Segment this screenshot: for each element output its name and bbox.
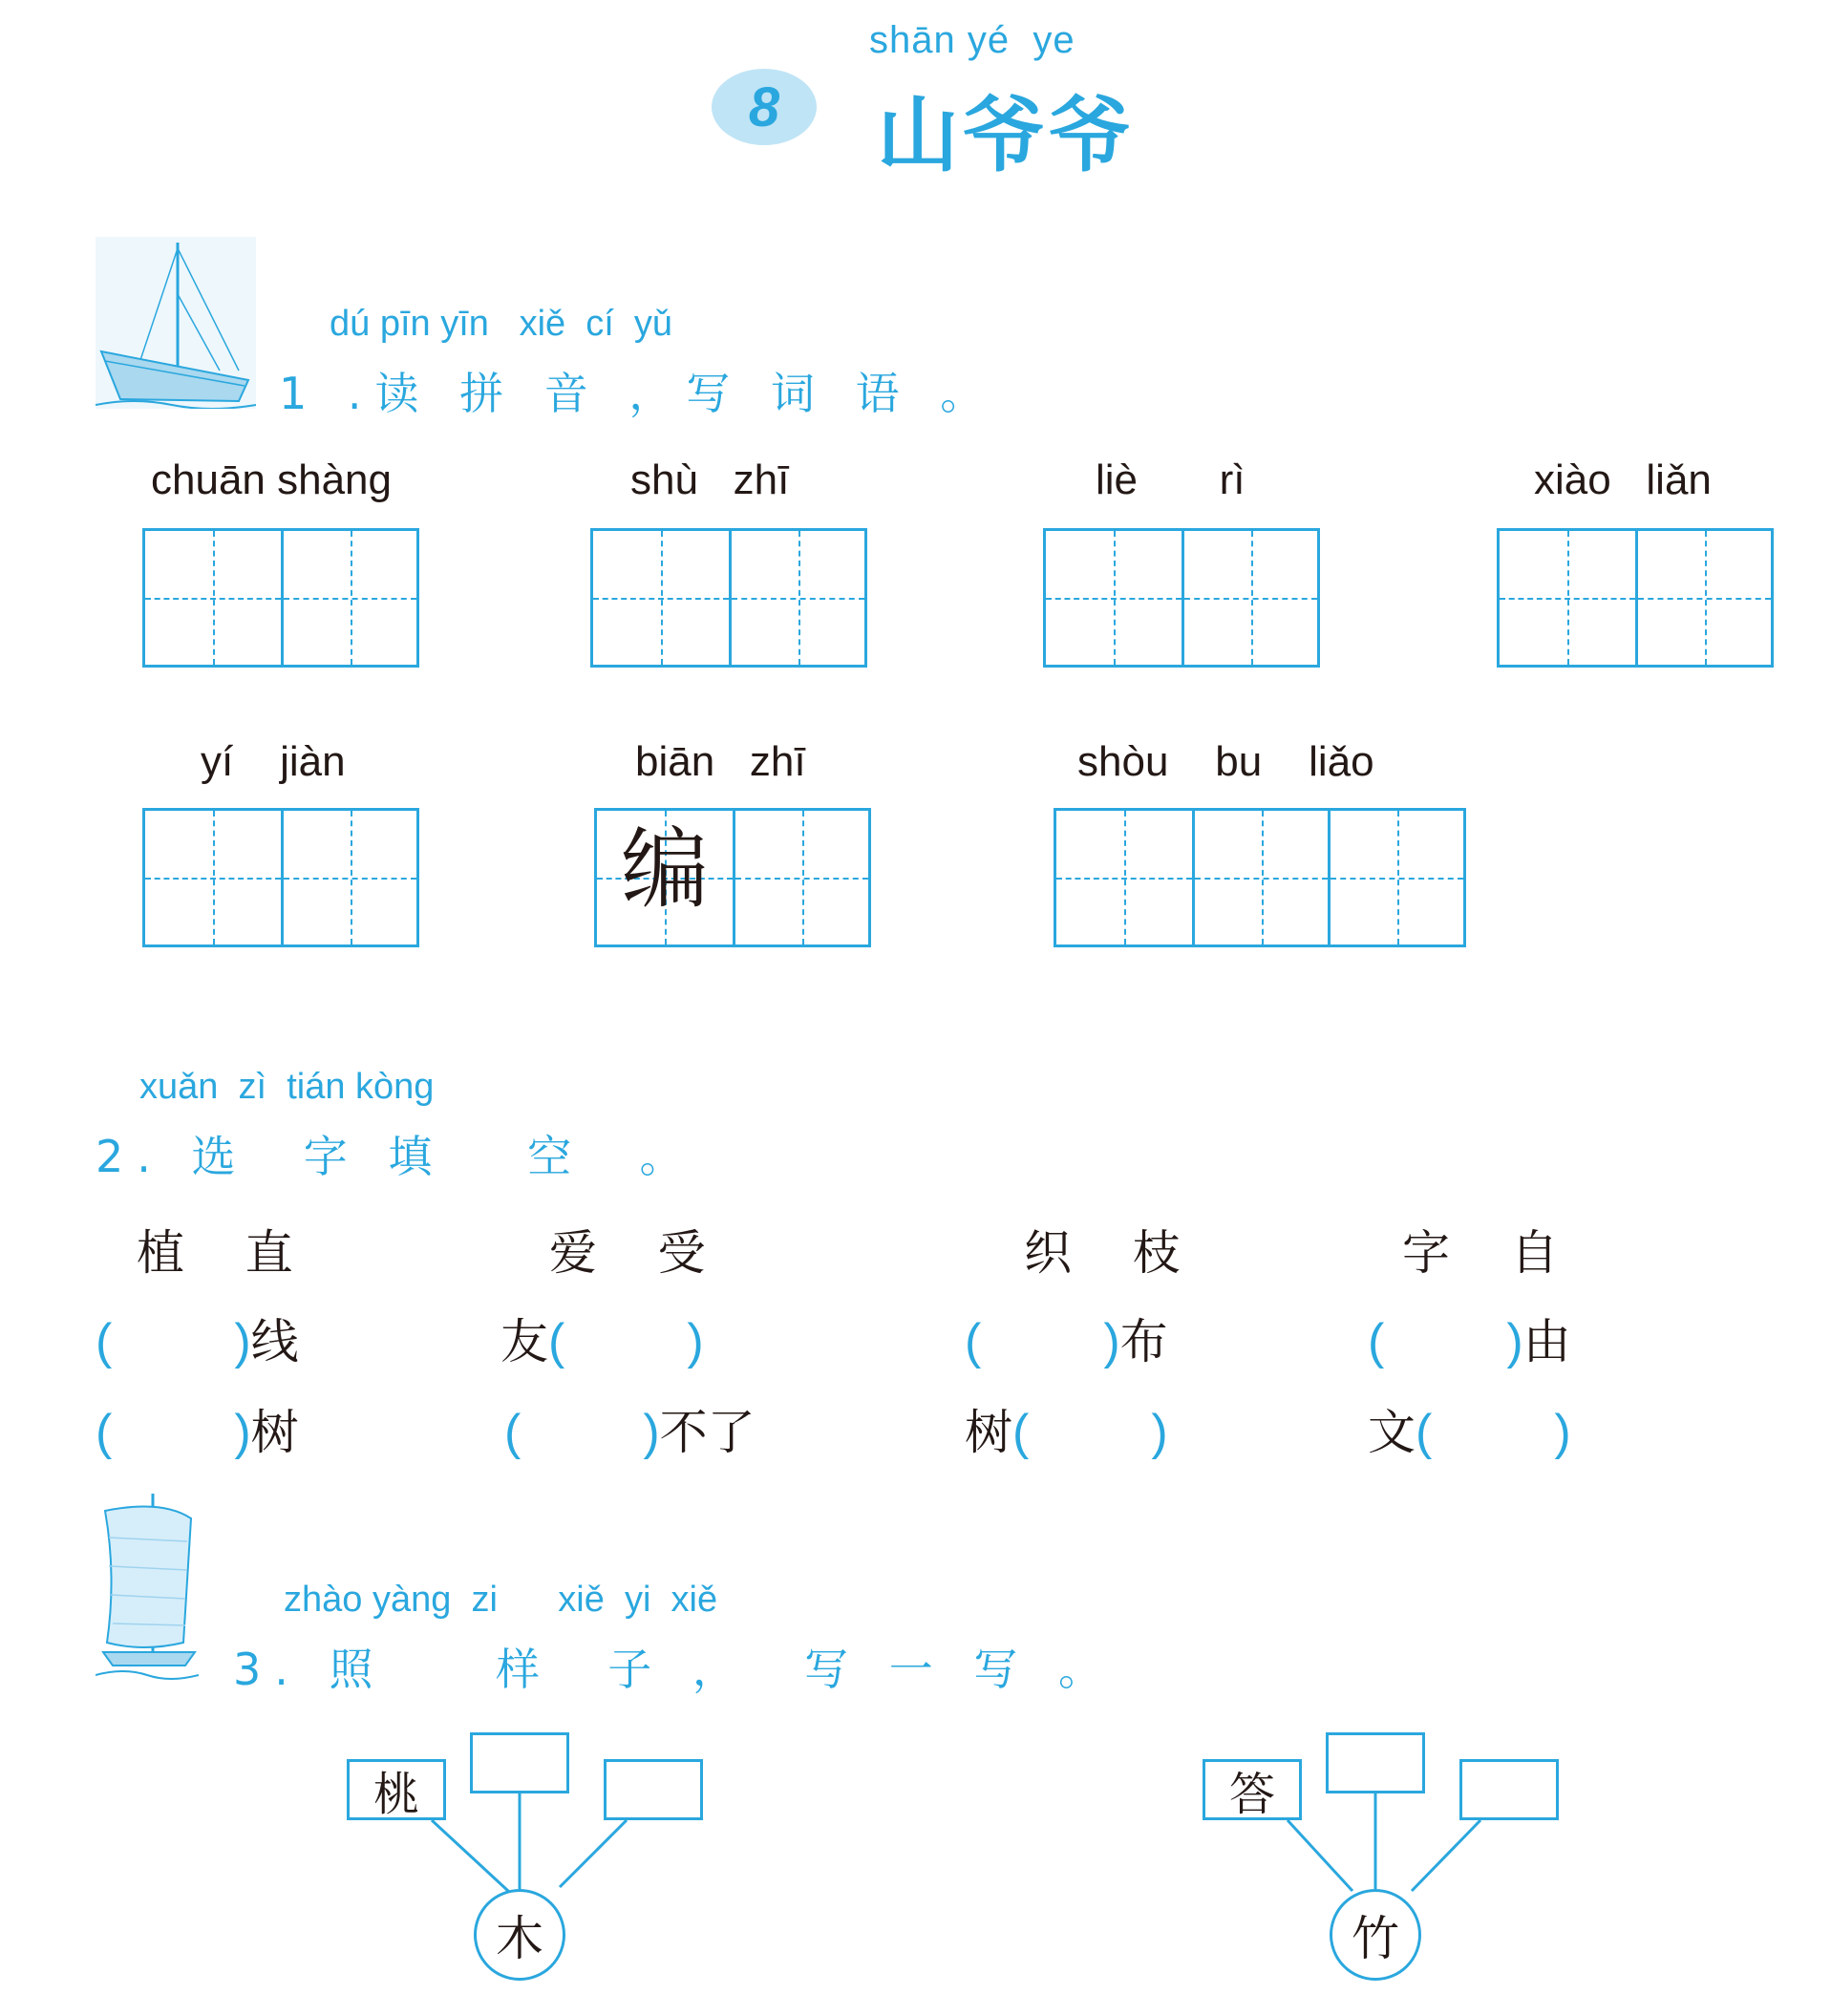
option-pair: 植 直 bbox=[137, 1225, 293, 1281]
word-pinyin: xiào liǎn bbox=[1534, 456, 1712, 503]
word-pinyin: shòu bu liǎo bbox=[1077, 738, 1374, 785]
section1-title: 1 .读 拼 音 ，写 词 语 。 bbox=[279, 368, 998, 419]
answer-leaf-box[interactable] bbox=[604, 1759, 703, 1820]
writing-grid[interactable] bbox=[142, 528, 419, 668]
grid-cell[interactable] bbox=[281, 531, 416, 665]
blank-prefix: 友 bbox=[500, 1314, 548, 1369]
word-pinyin: biān zhī bbox=[635, 738, 806, 785]
grid-cell[interactable] bbox=[733, 811, 868, 944]
character-tree bbox=[1200, 1729, 1572, 2005]
character-tree bbox=[344, 1729, 716, 2005]
blank-item[interactable]: 文( ) bbox=[1368, 1405, 1571, 1460]
grid-cell[interactable] bbox=[729, 531, 864, 665]
blank-suffix: 树 bbox=[250, 1405, 299, 1460]
grid-cell[interactable] bbox=[1182, 531, 1317, 665]
option-pair: 爱 受 bbox=[549, 1225, 706, 1281]
blank-item[interactable]: ( )由 bbox=[1368, 1314, 1571, 1369]
boat-icon bbox=[96, 237, 256, 409]
writing-grid[interactable] bbox=[594, 808, 871, 947]
answer-leaf-box[interactable] bbox=[1459, 1759, 1559, 1820]
blank-suffix: 不了 bbox=[659, 1405, 756, 1460]
section3-title: 3. 照 样 子 ， 写 一 写 。 bbox=[233, 1644, 1116, 1695]
grid-cell[interactable] bbox=[1046, 531, 1182, 665]
grid-cell[interactable] bbox=[1500, 531, 1635, 665]
root-radical: 木 bbox=[474, 1889, 565, 1981]
blank-suffix: 由 bbox=[1522, 1314, 1571, 1369]
grid-cell-prefilled[interactable] bbox=[597, 811, 733, 944]
option-pair: 字 自 bbox=[1402, 1225, 1559, 1281]
section2-title: 2. 选 字 填 空 。 bbox=[96, 1131, 697, 1182]
blank-suffix: 布 bbox=[1119, 1314, 1168, 1369]
lesson-badge bbox=[712, 69, 817, 145]
writing-grid[interactable] bbox=[1054, 808, 1466, 947]
writing-grid[interactable] bbox=[1497, 528, 1774, 668]
word-pinyin: liè rì bbox=[1096, 456, 1246, 503]
title-pinyin: shān yé ye bbox=[869, 19, 1075, 61]
writing-grid[interactable] bbox=[590, 528, 867, 668]
sailboat-icon bbox=[96, 1490, 199, 1681]
blank-item[interactable]: ( )布 bbox=[965, 1314, 1168, 1369]
writing-grid[interactable] bbox=[1043, 528, 1320, 668]
page-title: 山爷爷 bbox=[877, 88, 1135, 183]
section1-pinyin: dú pīn yīn xiě cí yǔ bbox=[330, 304, 673, 344]
grid-cell[interactable] bbox=[1635, 531, 1771, 665]
blank-item[interactable]: 友( ) bbox=[500, 1314, 704, 1369]
grid-cell[interactable] bbox=[1056, 811, 1192, 944]
word-pinyin: chuān shàng bbox=[151, 456, 392, 503]
grid-cell[interactable] bbox=[145, 811, 281, 944]
lesson-number: 8 bbox=[748, 75, 780, 138]
grid-cell[interactable] bbox=[281, 811, 416, 944]
word-pinyin: yí jiàn bbox=[201, 738, 346, 785]
grid-cell[interactable] bbox=[1328, 811, 1463, 944]
writing-grid[interactable] bbox=[142, 808, 419, 947]
prefilled-character: 编 bbox=[620, 818, 709, 921]
blank-item[interactable]: ( )不了 bbox=[504, 1405, 756, 1460]
answer-leaf-box[interactable] bbox=[1326, 1732, 1425, 1793]
blank-item[interactable]: ( )线 bbox=[96, 1314, 299, 1369]
root-radical: 竹 bbox=[1330, 1889, 1421, 1981]
blank-suffix: 线 bbox=[250, 1314, 299, 1369]
example-leaf-box: 桃 bbox=[347, 1759, 446, 1820]
section2-pinyin: xuǎn zì tián kòng bbox=[139, 1067, 435, 1107]
section3-pinyin: zhào yàng zi xiě yi xiě bbox=[284, 1580, 718, 1620]
example-leaf-box: 答 bbox=[1203, 1759, 1302, 1820]
answer-leaf-box[interactable] bbox=[470, 1732, 569, 1793]
blank-item[interactable]: ( )树 bbox=[96, 1405, 299, 1460]
grid-cell[interactable] bbox=[1192, 811, 1328, 944]
option-pair: 织 枝 bbox=[1024, 1225, 1181, 1281]
blank-prefix: 文 bbox=[1368, 1405, 1416, 1460]
grid-cell[interactable] bbox=[145, 531, 281, 665]
grid-cell[interactable] bbox=[593, 531, 729, 665]
blank-prefix: 树 bbox=[965, 1405, 1012, 1460]
blank-item[interactable]: 树( ) bbox=[965, 1405, 1168, 1460]
word-pinyin: shù zhī bbox=[630, 456, 790, 503]
